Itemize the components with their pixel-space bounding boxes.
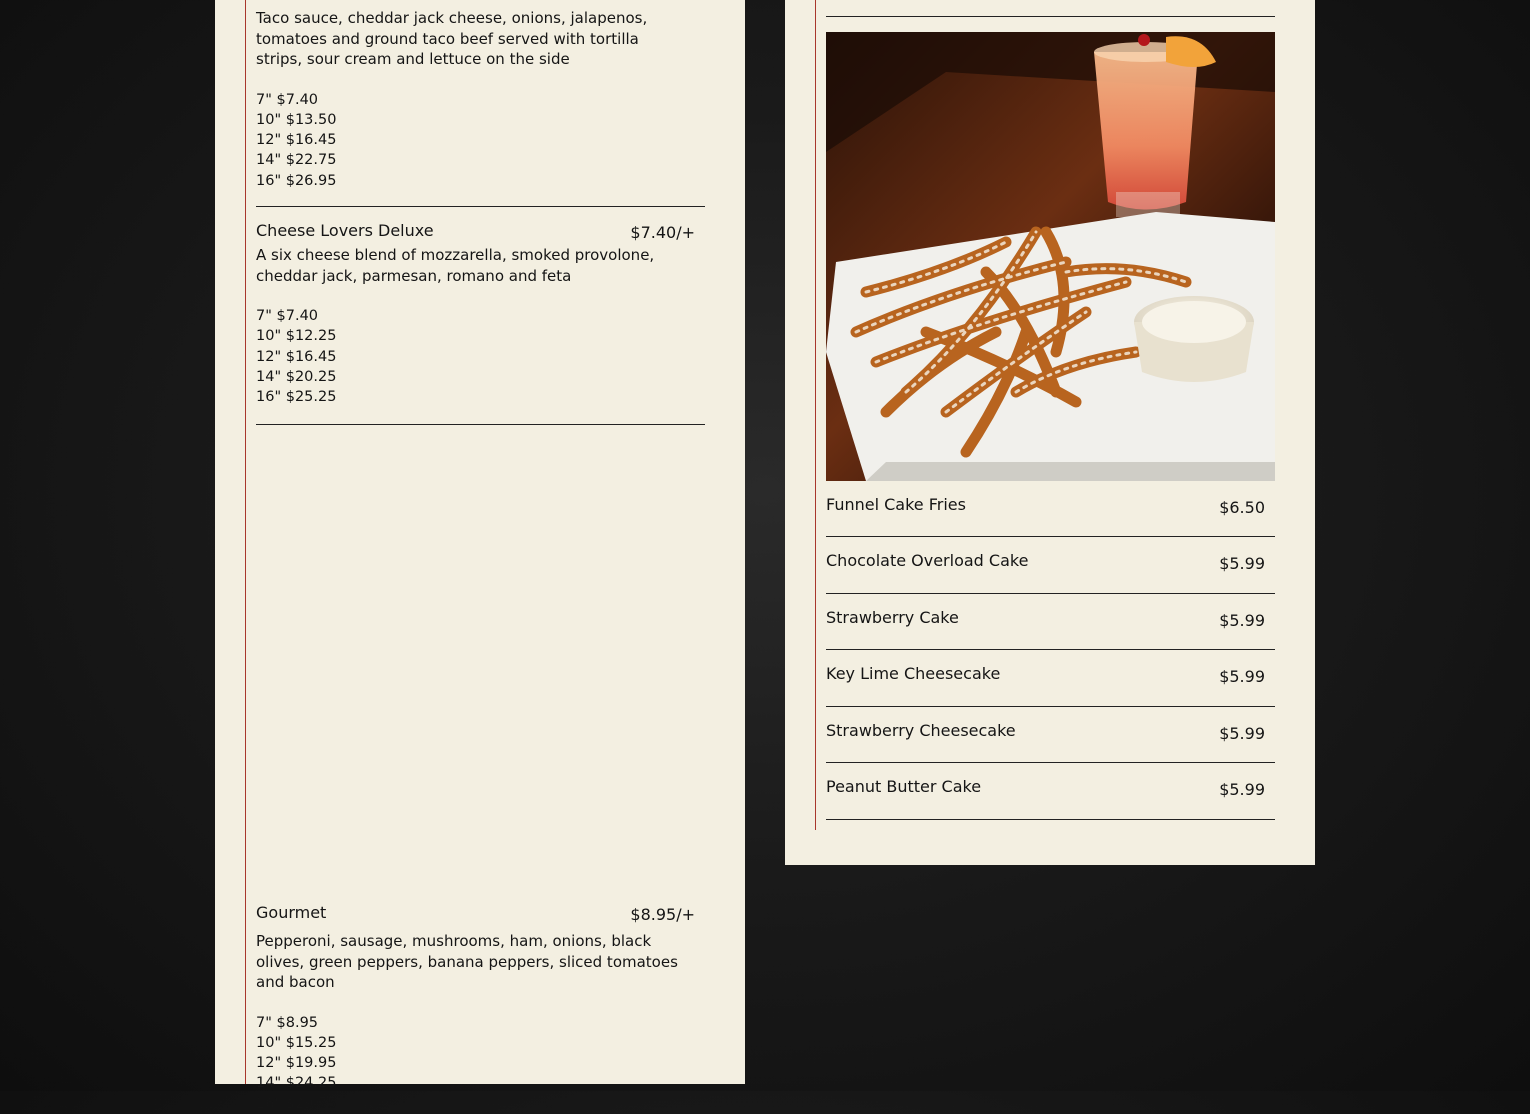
item-description: Pepperoni, sausage, mushrooms, ham, onions, black olives, green peppers, banana peppers, sliced tomatoes and bacon	[256, 932, 678, 991]
item-name: Key Lime Cheesecake	[826, 664, 1001, 683]
size-price-list	[256, 90, 705, 191]
item-divider	[826, 16, 1275, 17]
size-price: 10" $13.50	[256, 111, 337, 128]
item-divider	[826, 762, 1275, 763]
item-divider	[826, 649, 1275, 650]
size-price: 10" $15.25	[256, 1034, 337, 1051]
item-price: $7.40/+	[630, 223, 695, 242]
item-price: $5.99	[1219, 554, 1265, 573]
item-price: $5.99	[1219, 611, 1265, 630]
panel-accent-line	[815, 0, 816, 830]
item-divider	[826, 819, 1275, 820]
item-name: Funnel Cake Fries	[826, 495, 966, 514]
item-name: Gourmet	[256, 903, 327, 922]
size-price: 14" $22.75	[256, 152, 337, 169]
item-divider	[826, 593, 1275, 594]
size-price: 12" $16.45	[256, 132, 337, 149]
item-price: $5.99	[1219, 667, 1265, 686]
dessert-item	[826, 608, 1275, 648]
size-price: 12" $19.95	[256, 1055, 337, 1072]
item-name: Chocolate Overload Cake	[826, 551, 1029, 570]
size-price: 14" $24.25	[256, 1075, 337, 1092]
size-price: 7" $7.40	[256, 308, 319, 324]
dessert-item	[826, 721, 1275, 761]
item-price: $6.50	[1219, 498, 1265, 517]
item-name: Cheese Lovers Deluxe	[256, 221, 434, 240]
item-divider	[256, 206, 705, 207]
dessert-item	[826, 664, 1275, 704]
item-divider	[826, 706, 1275, 707]
size-price: 14" $20.25	[256, 368, 337, 385]
item-price: $5.99	[1219, 780, 1265, 799]
dessert-menu-panel	[785, 0, 1315, 865]
item-description: A six cheese blend of mozzarella, smoked provolone, cheddar jack, parmesan, romano and feta	[256, 246, 655, 285]
size-price: 16" $29.75	[256, 1095, 337, 1112]
size-price: 7" $7.40	[256, 91, 319, 108]
item-price: $5.99	[1219, 724, 1265, 743]
menu-item-taco-pizza	[256, 0, 705, 191]
item-divider	[256, 424, 705, 425]
item-price: $8.95/+	[630, 905, 695, 924]
size-price: 16" $25.25	[256, 389, 337, 406]
pizza-menu-panel	[215, 0, 745, 1112]
size-price: 16" $26.95	[256, 172, 337, 189]
item-name: Strawberry Cake	[826, 608, 959, 627]
item-divider	[826, 536, 1275, 537]
size-price-list	[256, 1013, 705, 1114]
dessert-item	[826, 495, 1275, 535]
item-name: Strawberry Cheesecake	[826, 721, 1016, 740]
dessert-item	[826, 551, 1275, 591]
item-description: Taco sauce, cheddar jack cheese, onions, jalapenos, tomatoes and ground taco beef served with tortilla strips, sour cream and lettuce on the side	[256, 9, 648, 68]
size-price: 7" $8.95	[256, 1014, 319, 1031]
dessert-item	[826, 777, 1275, 817]
funnel-cake-fries-photo	[826, 32, 1275, 481]
item-name: Peanut Butter Cake	[826, 777, 982, 796]
size-price: 10" $12.25	[256, 328, 337, 345]
size-price-list	[256, 306, 705, 407]
size-price: 12" $16.45	[256, 348, 337, 365]
menu-item-gourmet	[256, 903, 705, 1114]
menu-item-cheese-lovers-deluxe	[256, 221, 705, 407]
panel-accent-line	[245, 0, 246, 1084]
